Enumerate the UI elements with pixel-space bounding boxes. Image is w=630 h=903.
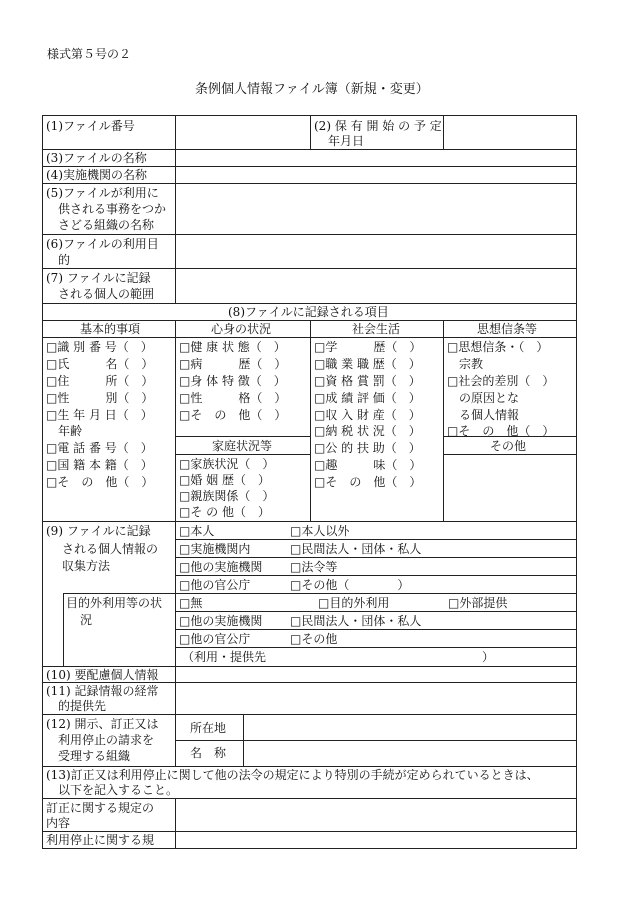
line	[175, 454, 310, 455]
collect-others-checkbox[interactable]: □本人以外	[290, 524, 350, 538]
item-checkbox[interactable]: □そ の 他（ ）	[179, 408, 287, 422]
location-label: 所在地	[190, 721, 227, 735]
line	[63, 593, 64, 666]
collection-label-3: 収集方法	[62, 559, 111, 573]
item-checkbox[interactable]: □病 歴（ ）	[179, 357, 287, 371]
use-other-agency-checkbox[interactable]: □他の実施機関	[179, 614, 263, 628]
line	[175, 436, 310, 437]
organization-label-2: 供される事務をつか	[58, 202, 167, 216]
scope-label: (7) ファイルに記録	[46, 271, 151, 285]
correction-rule-field[interactable]	[176, 799, 575, 830]
line	[175, 575, 577, 576]
regular-recipient-field[interactable]	[176, 683, 575, 713]
item-checkbox[interactable]: □納 税 状 況（ ）	[314, 424, 421, 438]
sensitive-info-field[interactable]	[176, 667, 575, 681]
item-note: の原因とな	[447, 391, 520, 405]
agency-name-label: (4)実施機関の名称	[46, 168, 147, 182]
collect-self-checkbox[interactable]: □本人	[179, 524, 215, 538]
organization-label: (5)ファイルが利用に	[46, 186, 159, 200]
retention-start-label-2: 年月日	[328, 134, 365, 148]
correction-rule-label-2: 内容	[46, 816, 71, 830]
line	[175, 320, 176, 521]
line	[42, 848, 577, 849]
agency-name-field[interactable]	[176, 167, 575, 182]
file-number-field[interactable]	[176, 116, 309, 148]
collect-other-agency-checkbox[interactable]: □他の実施機関	[179, 560, 263, 574]
line	[175, 629, 577, 630]
collection-label: (9) ファイルに記録	[46, 524, 151, 538]
collect-law-checkbox[interactable]: □法令等	[290, 560, 338, 574]
request-org-label-3: 受理する組織	[58, 749, 131, 763]
item-checkbox[interactable]: □職 業 職 歴（ ）	[314, 357, 421, 371]
line	[42, 303, 577, 304]
use-recipient-field[interactable]: （利用・提供先 ）	[182, 650, 495, 664]
border-right	[576, 115, 577, 849]
basic-items-header: 基本的事項	[80, 322, 141, 336]
organization-label-3: さどる組織の名称	[58, 218, 155, 232]
org-name-label: 名 称	[190, 746, 227, 760]
file-number-label: (1)ファイル番号	[46, 119, 135, 133]
file-name-label: (3)ファイルの名称	[46, 151, 147, 165]
purpose-label-2: 的	[58, 253, 71, 267]
collect-gov-checkbox[interactable]: □他の官公庁	[179, 578, 251, 592]
line	[42, 766, 577, 767]
item-checkbox[interactable]: □氏 名（ ）	[46, 357, 154, 371]
scope-label-2: される個人の範囲	[58, 287, 155, 301]
file-name-field[interactable]	[176, 150, 575, 165]
item-checkbox[interactable]: □趣 味（ ）	[314, 458, 422, 472]
outside-use-label-2: 況	[80, 613, 93, 627]
item-checkbox[interactable]: □性 格（ ）	[179, 391, 287, 405]
line	[175, 539, 577, 540]
collection-label-2: される個人情報の	[62, 542, 159, 556]
request-org-label-2: 利用停止の請求を	[58, 733, 155, 747]
line	[175, 666, 176, 766]
special-procedure-note-2: 以下を記入すること。	[58, 783, 179, 797]
correction-rule-label: 訂正に関する規定の	[46, 801, 155, 815]
item-checkbox[interactable]: □健 康 状 態（ ）	[179, 340, 286, 354]
location-field[interactable]	[244, 715, 575, 739]
line	[310, 115, 311, 149]
line	[310, 320, 311, 521]
sensitive-info-label: (10) 要配慮個人情報	[46, 668, 159, 682]
collect-private-checkbox[interactable]: □民間法人・団体・私人	[290, 542, 422, 556]
regular-recipient-label: (11) 記録情報の経常	[46, 684, 159, 698]
item-checkbox[interactable]: □そ の 他（ ）	[314, 475, 422, 489]
scope-field[interactable]	[176, 269, 575, 302]
retention-start-field[interactable]	[444, 116, 575, 148]
item-checkbox[interactable]: □資 格 賞 罰（ ）	[314, 374, 421, 388]
item-checkbox[interactable]: □婚 姻 歴（ ）	[179, 473, 270, 487]
item-checkbox[interactable]: □収 入 財 産（ ）	[314, 408, 421, 422]
purpose-field[interactable]	[176, 235, 575, 267]
special-procedure-note: (13)訂正又は利用停止に関して他の法令の規定により特別の手続が定められているときは、	[46, 768, 539, 782]
line	[443, 454, 577, 455]
recorded-items-label: (8)ファイルに記録される項目	[228, 305, 389, 319]
use-outside-checkbox[interactable]: □目的外利用	[318, 596, 390, 610]
social-life-header: 社会生活	[352, 322, 401, 336]
form-title: 条例個人情報ファイル簿（新規・変更）	[195, 82, 429, 97]
item-checkbox[interactable]: □国 籍 本 籍（ ）	[46, 458, 153, 472]
border-left	[42, 115, 43, 849]
use-private-checkbox[interactable]: □民間法人・団体・私人	[290, 614, 422, 628]
other-header: その他	[490, 439, 527, 453]
family-header: 家庭状況等	[212, 439, 273, 453]
regular-recipient-label-2: 的提供先	[58, 699, 107, 713]
line	[443, 320, 444, 521]
use-other-checkbox[interactable]: □その他	[290, 632, 338, 646]
beliefs-header: 思想信条等	[477, 322, 538, 336]
line	[175, 647, 577, 648]
item-checkbox[interactable]: □そ の 他（ ）	[179, 505, 270, 519]
item-checkbox[interactable]: □親族関係（ ）	[179, 489, 275, 503]
item-checkbox[interactable]: □成 績 評 価（ ）	[314, 391, 421, 405]
use-gov-checkbox[interactable]: □他の官公庁	[179, 632, 251, 646]
collect-internal-checkbox[interactable]: □実施機関内	[179, 542, 251, 556]
item-checkbox[interactable]: □生 年 月 日（ ）	[46, 408, 153, 422]
item-note: る個人情報	[447, 408, 520, 422]
physical-mental-header: 心身の状況	[211, 322, 272, 336]
item-checkbox[interactable]: □そ の 他（ ）	[447, 424, 555, 438]
purpose-label: (6)ファイルの利用目	[46, 237, 159, 251]
use-none-checkbox[interactable]: □無	[179, 596, 203, 610]
item-checkbox[interactable]: □住 所（ ）	[46, 374, 154, 388]
item-checkbox[interactable]: □性 別（ ）	[46, 391, 154, 405]
line	[42, 521, 577, 522]
line	[175, 557, 577, 558]
line	[175, 611, 577, 612]
suspension-rule-field[interactable]	[176, 832, 575, 847]
item-note: 年齢	[46, 424, 83, 438]
item-checkbox[interactable]: □そ の 他（ ）	[46, 475, 154, 489]
item-note: 宗教	[447, 357, 484, 371]
item-checkbox[interactable]: □身 体 特 徴（ ）	[179, 374, 286, 388]
request-org-label: (12) 開示、訂正又は	[46, 717, 159, 731]
item-checkbox[interactable]: □思想信条・（ ）	[447, 340, 549, 354]
item-checkbox[interactable]: □家族状況（ ）	[179, 457, 275, 471]
organization-field[interactable]	[176, 184, 575, 233]
collect-other-checkbox[interactable]: □その他（ ）	[290, 578, 410, 592]
use-external-checkbox[interactable]: □外部提供	[448, 596, 508, 610]
item-checkbox[interactable]: □社会的差別（ ）	[447, 374, 555, 388]
outside-use-label: 目的外利用等の状	[66, 596, 163, 610]
retention-start-label: (2) 保 有 開 始 の 予 定	[314, 119, 442, 133]
item-checkbox[interactable]: □公 的 扶 助（ ）	[314, 441, 421, 455]
suspension-rule-label: 利用停止に関する規	[46, 833, 155, 847]
item-checkbox[interactable]: □識 別 番 号（ ）	[46, 340, 153, 354]
item-checkbox[interactable]: □電 話 番 号（ ）	[46, 441, 153, 455]
line	[63, 593, 577, 594]
form-number: 様式第５号の２	[47, 47, 132, 61]
org-name-field[interactable]	[244, 741, 575, 765]
item-checkbox[interactable]: □学 歴（ ）	[314, 340, 422, 354]
